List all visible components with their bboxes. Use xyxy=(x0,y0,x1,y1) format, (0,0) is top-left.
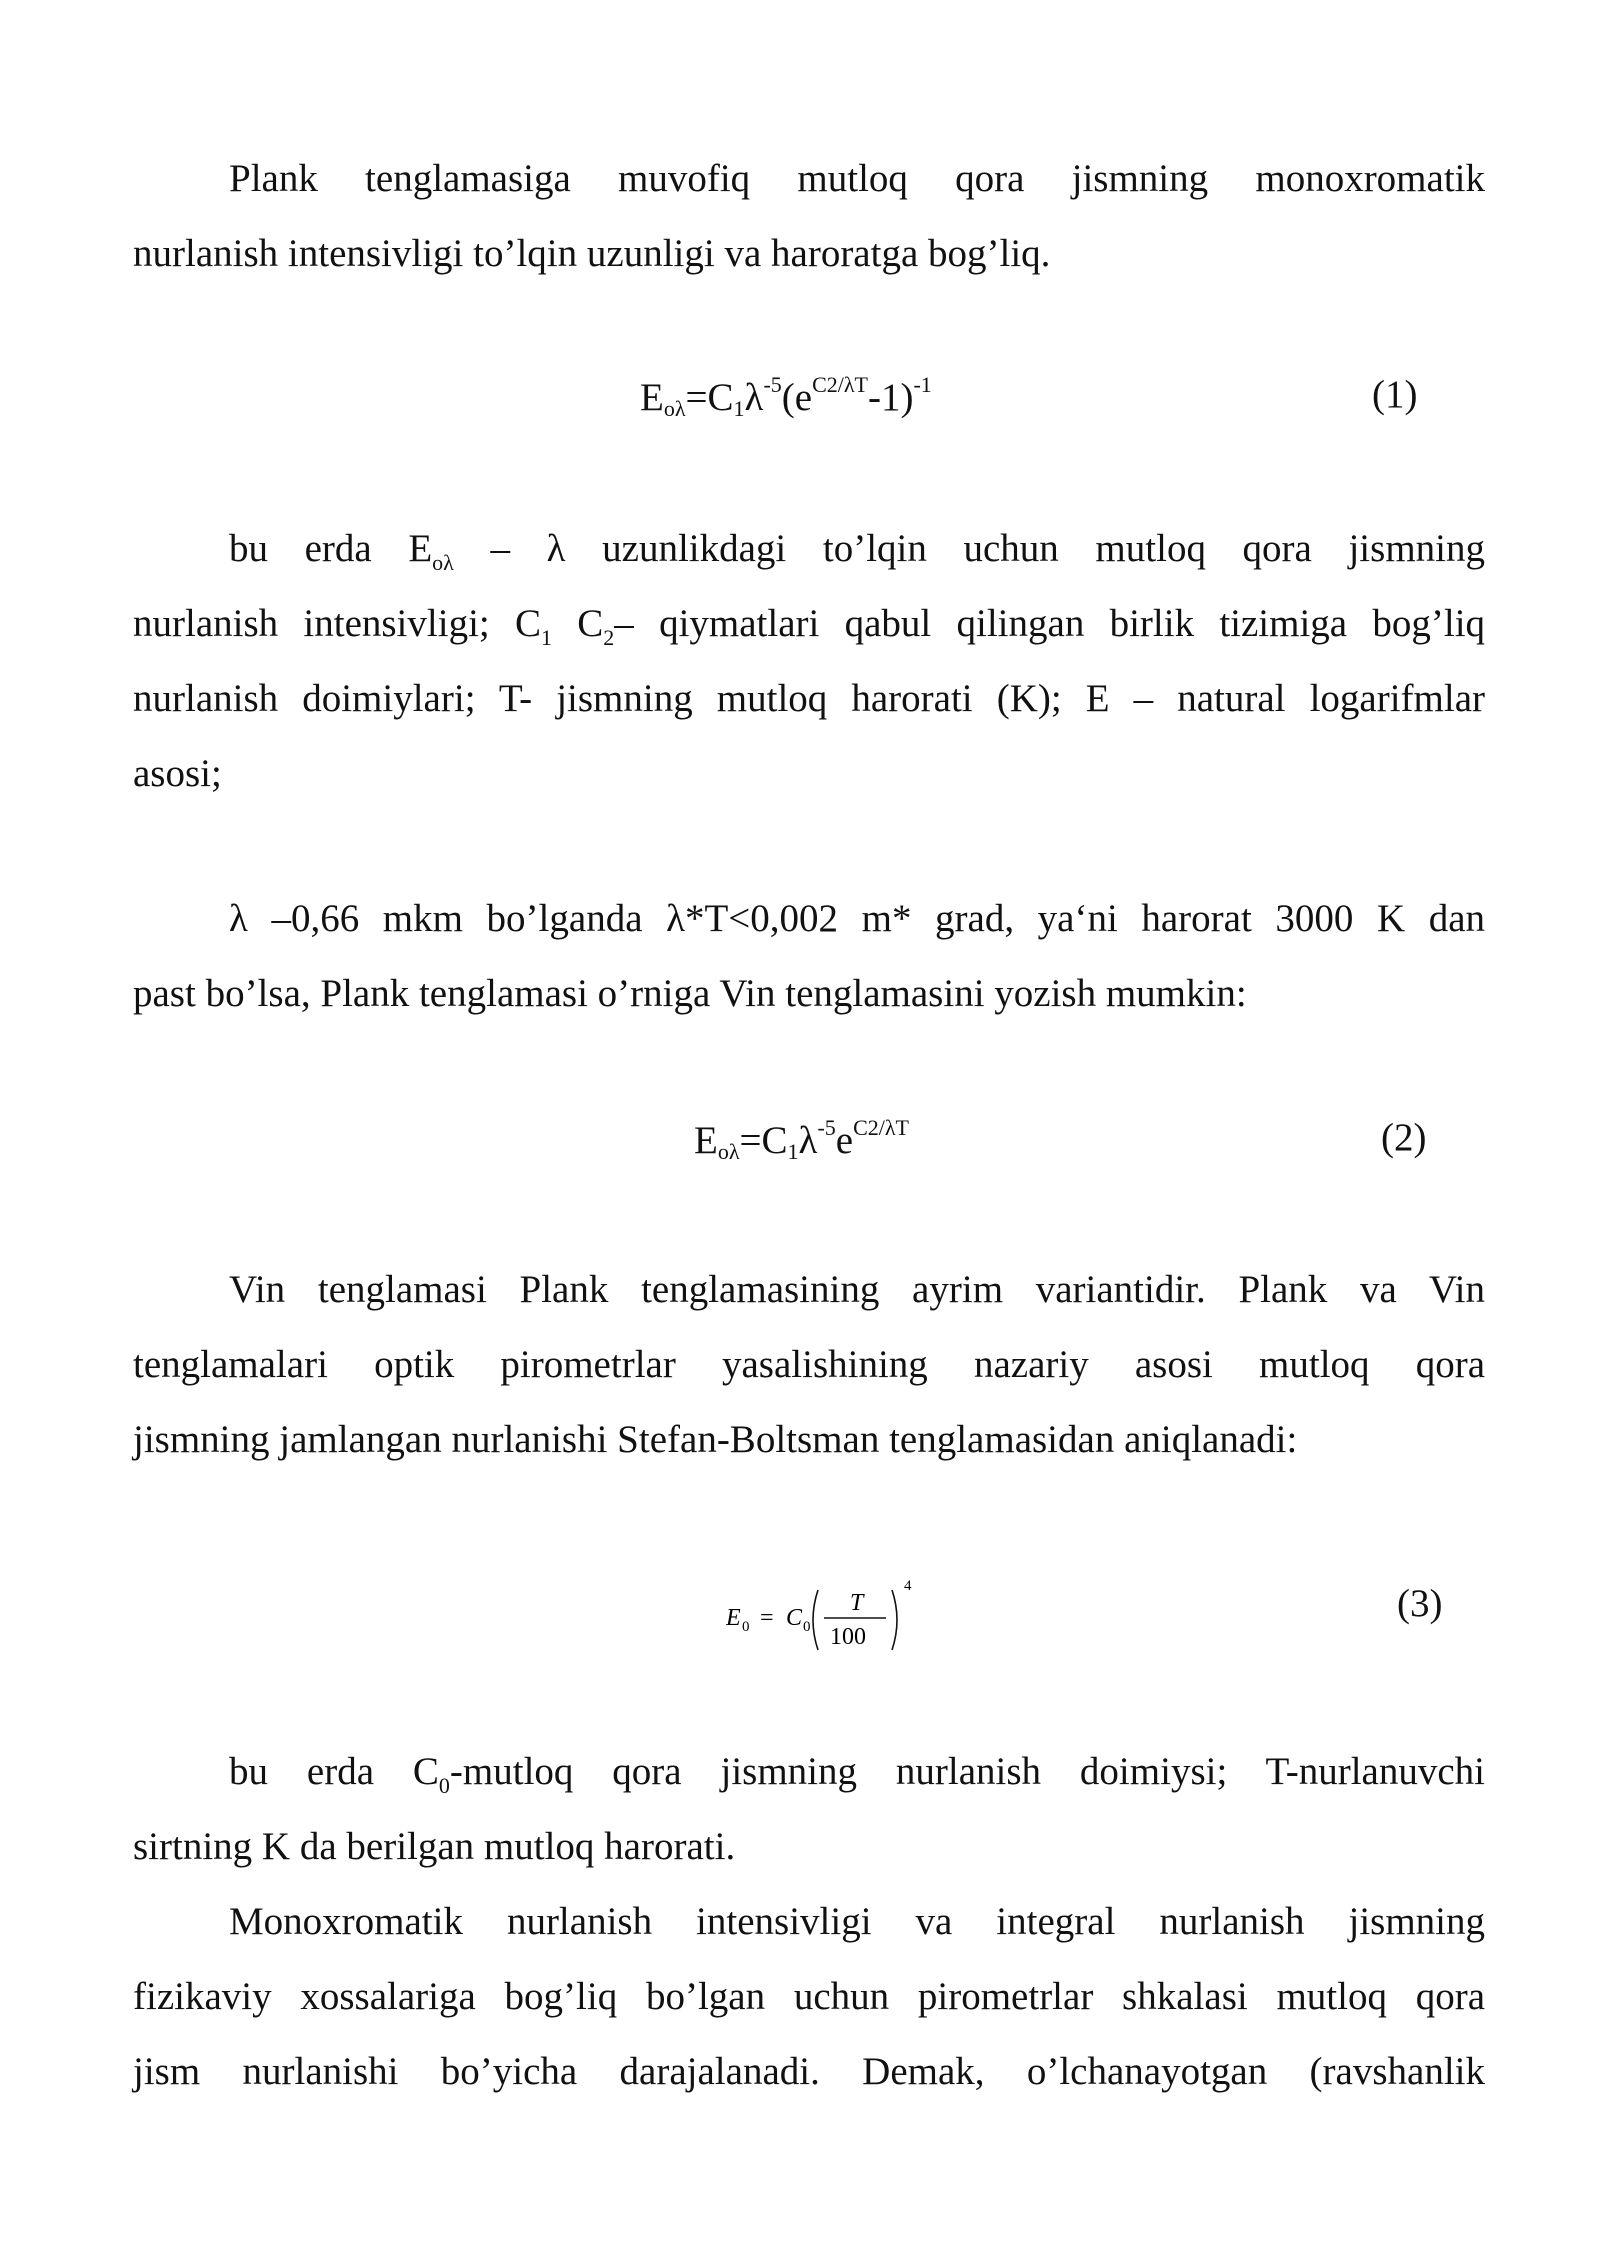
text-line: nurlanish intensivligi to’lqin uzunligi va haroratga bog’liq. xyxy=(133,232,1051,275)
svg-text:4: 4 xyxy=(904,1578,912,1594)
svg-text:C: C xyxy=(786,1605,803,1631)
text-line: nurlanish intensivligi; $C_1$ $C_2-$ qiymatlari qabul qilingan birlik tizimiga bog’liq xyxy=(133,602,1486,650)
text-line: jism nurlanishi bo’yicha darajalanadi. Demak, o’lchanayotgan (ravshanlik xyxy=(133,2050,1485,2093)
equation-2: $E_{o\lambda}=C_1\lambda^{-5}e^{C2/\lambda T}$ xyxy=(694,1115,909,1164)
text-line: Vin tenglamasi Plank tenglamasining ayrim variantidir. Plank va Vin xyxy=(229,1268,1485,1311)
equation-1: $E_{o\lambda}=C_1\lambda^{-5}(e^{C2/\lambda T}-1)^{-1}$ xyxy=(640,372,932,421)
text-line: λ –0,66 mkm bo’lganda λ*T<0,002 m* grad, ya‘ni harorat 3000 K dan xyxy=(229,897,1485,940)
text-line: asosi; xyxy=(133,752,222,795)
paragraph-definitions xyxy=(133,511,1485,811)
text-line: bu erda $E_{o\lambda}$ – λ uzunlikdagi to’lqin uchun mutloq qora jismning xyxy=(229,527,1485,575)
equation-3 xyxy=(726,1568,926,1668)
paragraph-plank-intro xyxy=(133,141,1485,291)
svg-text:0: 0 xyxy=(803,1619,811,1635)
equation-2-number: (2) xyxy=(1381,1116,1427,1159)
svg-text:0: 0 xyxy=(742,1619,750,1635)
paragraph-pyrometer-scale xyxy=(133,1884,1485,2109)
text-line: Monoxromatik nurlanish intensivligi va integral nurlanish jismning xyxy=(229,1900,1485,1943)
text-line: past bo’lsa, Plank tenglamasi o’rniga Vin tenglamasini yozish mumkin: xyxy=(133,972,1247,1015)
text-line: jismning jamlangan nurlanishi Stefan-Boltsman tenglamasidan aniqlanadi: xyxy=(133,1418,1298,1461)
text-line: bu erda $C_0$-mutloq qora jismning nurlanish doimiysi; T-nurlanuvchi xyxy=(229,1750,1485,1798)
text-line: tenglamalari optik pirometrlar yasalishining nazariy asosi mutloq qora xyxy=(133,1343,1485,1386)
text-line: nurlanish doimiylari; T- jismning mutloq harorati (K); E – natural logarifmlar xyxy=(133,677,1485,720)
text-line: fizikaviy xossalariga bog’liq bo’lgan uchun pirometrlar shkalasi mutloq qora xyxy=(133,1975,1485,2018)
paragraph-vin-condition xyxy=(133,881,1485,1031)
svg-text:=: = xyxy=(760,1605,774,1631)
equation-3-number: (3) xyxy=(1397,1582,1443,1625)
text-line: Plank tenglamasiga muvofiq mutloq qora jismning monoxromatik xyxy=(229,157,1485,200)
paragraph-stefan-boltsman xyxy=(133,1252,1485,1477)
text-line: sirtning K da berilgan mutloq harorati. xyxy=(133,1825,736,1868)
equation-1-number: (1) xyxy=(1372,373,1418,416)
paragraph-c0-definition xyxy=(133,1734,1485,1884)
svg-text:T: T xyxy=(850,1590,864,1616)
svg-text:100: 100 xyxy=(830,1624,866,1650)
svg-text:E: E xyxy=(726,1605,741,1631)
